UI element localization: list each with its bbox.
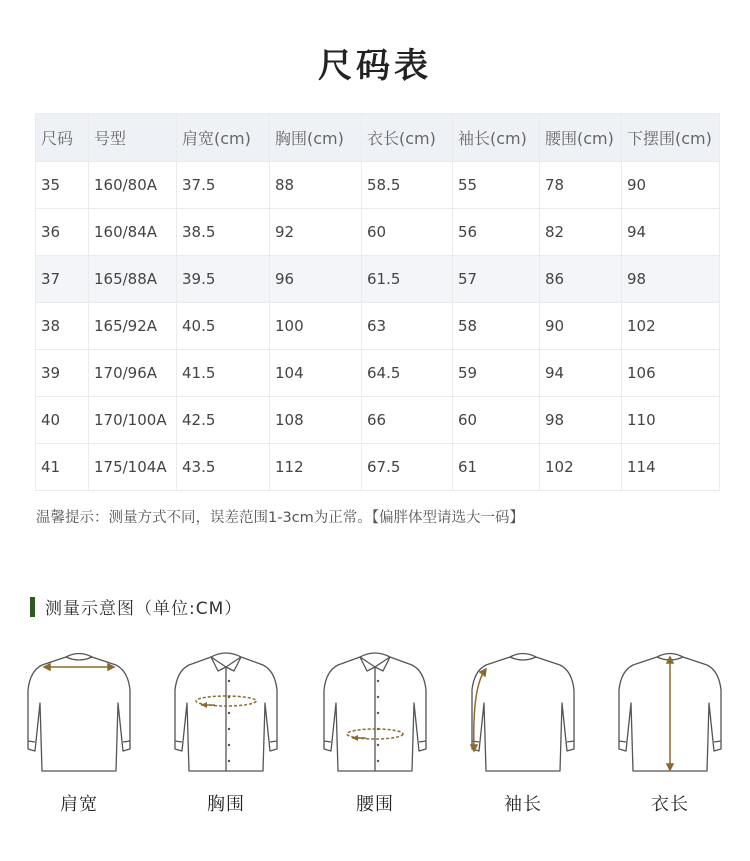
column-header: 下摆围(cm) (622, 114, 720, 162)
table-cell: 100 (270, 303, 362, 350)
diagram-label-chest: 胸围 (207, 794, 245, 815)
table-cell: 36 (36, 209, 89, 256)
table-row (36, 397, 720, 444)
table-cell: 38.5 (177, 209, 270, 256)
table-cell: 98 (622, 256, 720, 303)
shirt-back-length-icon (615, 645, 725, 780)
table-cell: 42.5 (177, 397, 270, 444)
table-cell: 94 (622, 209, 720, 256)
table-cell: 102 (540, 444, 622, 491)
table-cell: 90 (622, 162, 720, 209)
table-cell: 63 (362, 303, 453, 350)
table-cell: 39 (36, 350, 89, 397)
diagram-label-sleeve: 袖长 (504, 794, 542, 815)
section-title: 测量示意图（单位:CM） (45, 599, 243, 619)
table-cell: 98 (540, 397, 622, 444)
table-cell: 61 (453, 444, 540, 491)
table-cell: 165/92A (89, 303, 177, 350)
table-cell: 56 (453, 209, 540, 256)
table-cell: 102 (622, 303, 720, 350)
table-cell: 112 (270, 444, 362, 491)
table-cell: 106 (622, 350, 720, 397)
table-cell: 90 (540, 303, 622, 350)
table-cell: 59 (453, 350, 540, 397)
table-cell: 96 (270, 256, 362, 303)
table-cell: 55 (453, 162, 540, 209)
column-header: 衣长(cm) (362, 114, 453, 162)
table-cell: 58 (453, 303, 540, 350)
measurement-section-heading (30, 594, 242, 619)
table-cell: 170/100A (89, 397, 177, 444)
column-header: 胸围(cm) (270, 114, 362, 162)
table-row (36, 303, 720, 350)
table-cell: 104 (270, 350, 362, 397)
shirt-back-sleeve-icon (468, 645, 578, 780)
table-cell: 110 (622, 397, 720, 444)
table-cell: 94 (540, 350, 622, 397)
column-header: 号型 (89, 114, 177, 162)
table-cell: 88 (270, 162, 362, 209)
table-cell: 40.5 (177, 303, 270, 350)
table-cell: 57 (453, 256, 540, 303)
diagram-label-waist: 腰围 (356, 794, 394, 815)
table-cell: 92 (270, 209, 362, 256)
table-cell: 160/84A (89, 209, 177, 256)
table-cell: 41 (36, 444, 89, 491)
table-row (36, 444, 720, 491)
table-row (36, 350, 720, 397)
diagram-label-shoulder: 肩宽 (60, 794, 98, 815)
table-cell: 39.5 (177, 256, 270, 303)
section-accent-bar (30, 597, 35, 617)
table-cell: 43.5 (177, 444, 270, 491)
column-header: 腰围(cm) (540, 114, 622, 162)
table-cell: 175/104A (89, 444, 177, 491)
table-cell: 41.5 (177, 350, 270, 397)
table-cell: 67.5 (362, 444, 453, 491)
column-header: 肩宽(cm) (177, 114, 270, 162)
table-cell: 64.5 (362, 350, 453, 397)
table-cell: 78 (540, 162, 622, 209)
table-cell: 114 (622, 444, 720, 491)
shirt-front-chest-icon (171, 645, 281, 780)
sizing-tip: 温馨提示：测量方式不同，误差范围1-3cm为正常。【偏胖体型请选大一码】 (36, 510, 525, 526)
shirt-front-waist-icon (320, 645, 430, 780)
table-cell: 82 (540, 209, 622, 256)
table-cell: 37.5 (177, 162, 270, 209)
table-cell: 35 (36, 162, 89, 209)
diagram-label-length: 衣长 (651, 794, 689, 815)
table-cell: 40 (36, 397, 89, 444)
table-cell: 86 (540, 256, 622, 303)
size-table (35, 113, 720, 491)
table-header-row (36, 114, 720, 162)
table-cell: 165/88A (89, 256, 177, 303)
table-row (36, 256, 720, 303)
table-cell: 38 (36, 303, 89, 350)
shirt-back-shoulder-icon (24, 645, 134, 780)
page-title: 尺码表 (318, 46, 432, 86)
table-cell: 60 (362, 209, 453, 256)
table-cell: 60 (453, 397, 540, 444)
table-cell: 66 (362, 397, 453, 444)
column-header: 尺码 (36, 114, 89, 162)
table-row (36, 162, 720, 209)
table-cell: 37 (36, 256, 89, 303)
column-header: 袖长(cm) (453, 114, 540, 162)
table-cell: 61.5 (362, 256, 453, 303)
table-cell: 58.5 (362, 162, 453, 209)
table-cell: 160/80A (89, 162, 177, 209)
table-row (36, 209, 720, 256)
table-cell: 108 (270, 397, 362, 444)
table-cell: 170/96A (89, 350, 177, 397)
